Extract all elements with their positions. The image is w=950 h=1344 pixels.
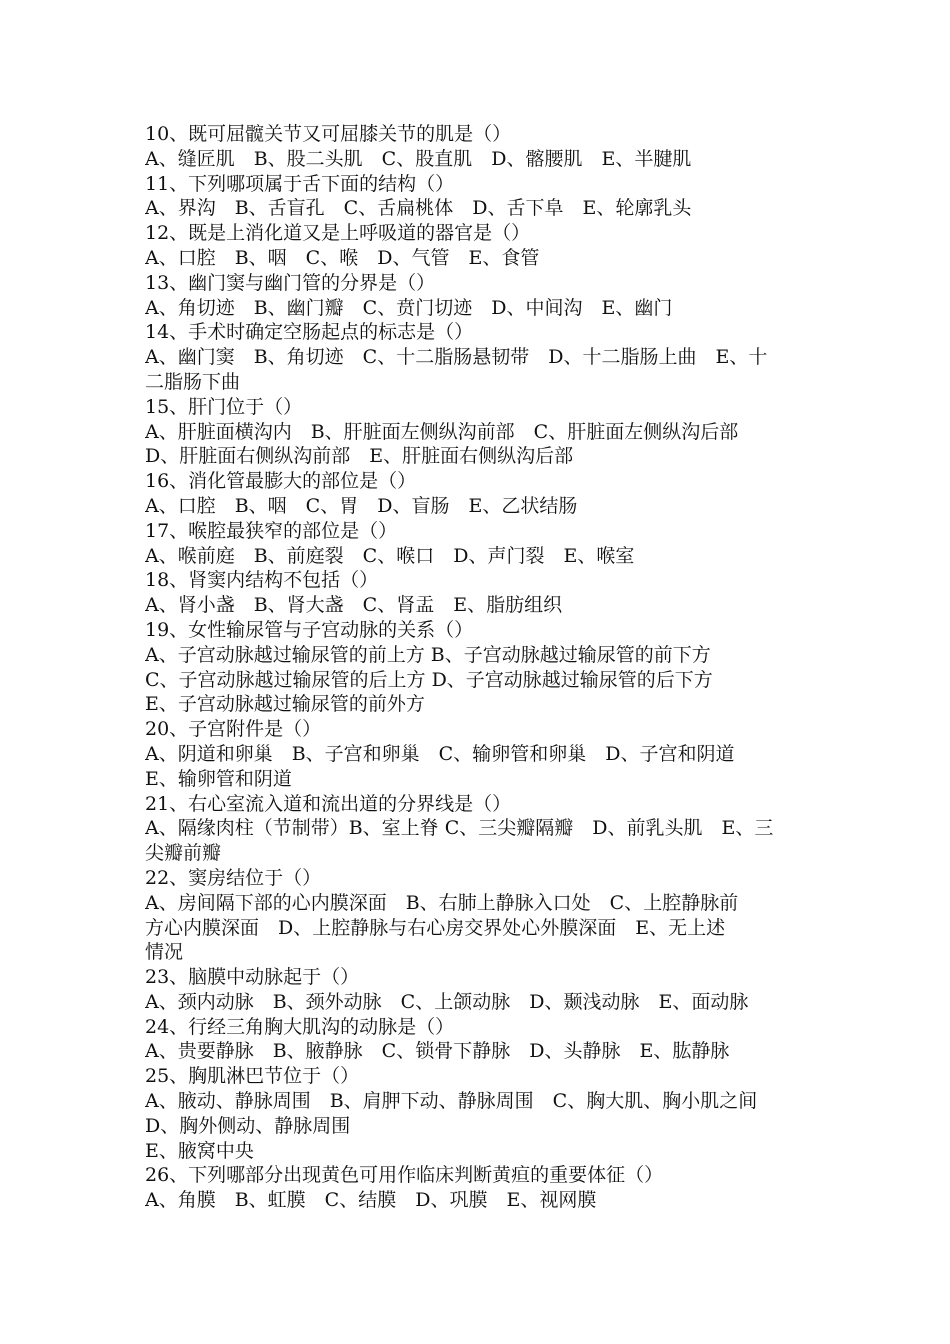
answer-options-23: A、颈内动脉 B、颈外动脉 C、上颌动脉 D、颞浅动脉 E、面动脉 (145, 990, 749, 1013)
question-12: 12、既是上消化道又是上呼吸道的器官是（） (145, 222, 531, 245)
question-13: 13、幽门窦与幽门管的分界是（） (145, 271, 436, 294)
answer-options-22-continued: 方心内膜深面 D、上腔静脉与右心房交界处心外膜深面 E、无上述 (145, 916, 726, 939)
answer-options-25-continued-2: E、腋窝中央 (145, 1139, 254, 1162)
question-15: 15、肝门位于（） (145, 395, 303, 418)
question-22: 22、窦房结位于（） (145, 866, 322, 889)
question-18: 18、肾窦内结构不包括（） (145, 569, 379, 592)
question-26: 26、下列哪部分出现黄色可用作临床判断黄疸的重要体征（） (145, 1164, 664, 1187)
answer-options-22-continued-2: 情况 (145, 941, 184, 964)
answer-options-19-continued-2: E、子宫动脉越过输尿管的前外方 (145, 693, 425, 716)
question-11: 11、下列哪项属于舌下面的结构（） (145, 172, 455, 195)
answer-options-20: A、阴道和卵巢 B、子宫和卵巢 C、输卵管和卵巢 D、子宫和阴道 (145, 742, 735, 765)
answer-options-15-continued: D、肝脏面右侧纵沟前部 E、肝脏面右侧纵沟后部 (145, 445, 574, 468)
answer-options-22: A、房间隔下部的心内膜深面 B、右肺上静脉入口处 C、上腔静脉前 (145, 891, 739, 914)
answer-options-26: A、角膜 B、虹膜 C、结膜 D、巩膜 E、视网膜 (145, 1189, 597, 1212)
answer-options-15: A、肝脏面横沟内 B、肝脏面左侧纵沟前部 C、肝脏面左侧纵沟后部 (145, 420, 739, 443)
answer-options-14-continued: 二脂肠下曲 (145, 370, 241, 393)
answer-options-25: A、腋动、静脉周围 B、肩胛下动、静脉周围 C、胸大肌、胸小肌之间 (145, 1090, 758, 1113)
question-24: 24、行经三角胸大肌沟的动脉是（） (145, 1015, 455, 1038)
answer-options-21: A、隔缘肉柱（节制带）B、室上脊 C、三尖瓣隔瓣 D、前乳头肌 E、三 (145, 817, 774, 840)
question-23: 23、脑膜中动脉起于（） (145, 966, 360, 989)
answer-options-18: A、肾小盏 B、肾大盏 C、肾盂 E、脂肪组织 (145, 594, 563, 617)
answer-options-20-continued: E、输卵管和阴道 (145, 767, 292, 790)
answer-options-11: A、界沟 B、舌盲孔 C、舌扁桃体 D、舌下阜 E、轮廓乳头 (145, 197, 692, 220)
question-16: 16、消化管最膨大的部位是（） (145, 470, 417, 493)
answer-options-25-continued: D、胸外侧动、静脉周围 (145, 1114, 351, 1137)
question-17: 17、喉腔最狭窄的部位是（） (145, 519, 398, 542)
answer-options-19: A、子宫动脉越过输尿管的前上方 B、子宫动脉越过输尿管的前下方 (145, 643, 711, 666)
question-25: 25、胸肌淋巴节位于（） (145, 1065, 360, 1088)
answer-options-17: A、喉前庭 B、前庭裂 C、喉口 D、声门裂 E、喉室 (145, 544, 635, 567)
question-10: 10、既可屈髋关节又可屈膝关节的肌是（） (145, 123, 512, 145)
answer-options-16: A、口腔 B、咽 C、胃 D、盲肠 E、乙状结肠 (145, 494, 578, 517)
answer-options-19-continued: C、子宫动脉越过输尿管的后上方 D、子宫动脉越过输尿管的后下方 (145, 668, 713, 691)
question-19: 19、女性输尿管与子宫动脉的关系（） (145, 618, 474, 641)
answer-options-14: A、幽门窦 B、角切迹 C、十二脂肠悬韧带 D、十二脂肠上曲 E、十 (145, 346, 768, 369)
document-page (145, 122, 810, 1213)
answer-options-13: A、角切迹 B、幽门瓣 C、贲门切迹 D、中间沟 E、幽门 (145, 296, 673, 319)
answer-options-21-continued: 尖瓣前瓣 (145, 842, 222, 865)
question-14: 14、手术时确定空肠起点的标志是（） (145, 321, 474, 344)
answer-options-10: A、缝匠肌 B、股二头肌 C、股直肌 D、髂腰肌 E、半腱肌 (145, 147, 692, 170)
answer-options-12: A、口腔 B、咽 C、喉 D、气管 E、食管 (145, 246, 540, 269)
question-20: 20、子宫附件是（） (145, 718, 322, 741)
question-21: 21、右心室流入道和流出道的分界线是（） (145, 792, 512, 815)
answer-options-24: A、贵要静脉 B、腋静脉 C、锁骨下静脉 D、头静脉 E、肱静脉 (145, 1040, 730, 1063)
